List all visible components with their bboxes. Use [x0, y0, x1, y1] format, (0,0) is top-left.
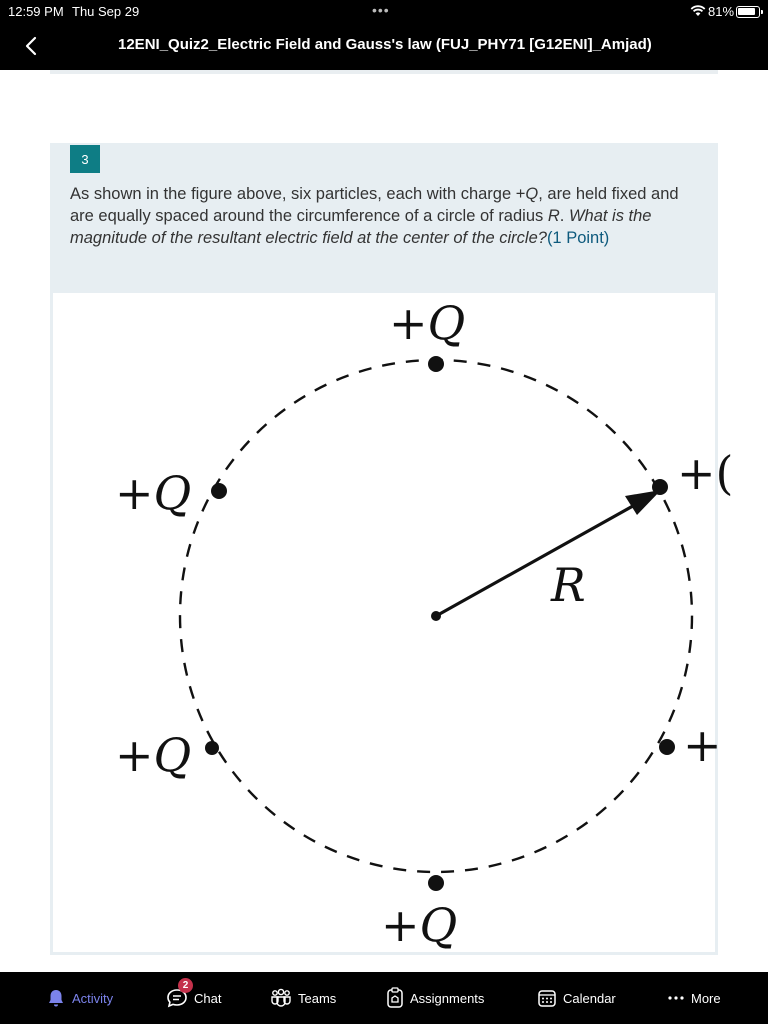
question-text-part: , are held fixed and are equally spaced around the circumference of a circle of radius [70, 185, 679, 225]
battery-percent: 81% [708, 4, 735, 19]
divider [50, 70, 718, 74]
wifi-icon [690, 5, 706, 17]
tab-activity[interactable] [46, 984, 113, 1012]
tab-teams[interactable] [270, 984, 336, 1012]
question-figure [53, 293, 734, 952]
tab-assignments[interactable] [386, 984, 484, 1012]
charge-label-lower-left: +Q [115, 728, 192, 782]
bell-icon [46, 988, 66, 1008]
tab-more[interactable] [667, 984, 721, 1012]
question-text-italic: What is the magnitude of the resultant electric field at the center of the circle? [70, 207, 652, 247]
charge-dot-lower-left [205, 741, 219, 755]
status-time: 12:59 PM [8, 4, 64, 19]
charge-dot-upper-left [211, 483, 227, 499]
calendar-icon [537, 988, 557, 1008]
center-point [431, 611, 441, 621]
tab-label: Activity [72, 990, 114, 1006]
charge-circle-diagram [53, 293, 734, 952]
charge-dot-lower-right [659, 739, 675, 755]
charge-label-upper-right: +( [677, 446, 734, 500]
radius-line [436, 497, 649, 616]
back-chevron-icon[interactable] [20, 32, 44, 60]
teams-icon [270, 988, 292, 1008]
charge-label-lower-right: + [683, 718, 722, 772]
page-title: 12ENI_Quiz2_Electric Field and Gauss's law (FUJ_PHY71 [G12ENI]_Amjad) [118, 36, 652, 53]
radius-label: R [551, 558, 586, 612]
question-number: 3 [70, 145, 100, 173]
question-text-part: As shown in the figure above, six particles, each with charge + [70, 185, 526, 203]
radius-arrowhead [625, 490, 661, 515]
more-dots-icon [667, 988, 685, 1008]
assignments-icon [386, 987, 404, 1009]
question-card [50, 143, 734, 955]
battery-icon [736, 6, 760, 18]
charge-label-upper-left: +Q [115, 466, 192, 520]
question-text-part: . [559, 207, 569, 225]
question-points: (1 Point) [546, 229, 610, 247]
tab-calendar[interactable] [537, 984, 616, 1012]
question-text-part: Q [525, 185, 539, 203]
charge-label-bottom: +Q [381, 898, 458, 952]
question-text [70, 183, 706, 249]
tab-chat[interactable] [166, 980, 222, 1012]
tab-bar [0, 972, 768, 1024]
question-text-part: R [547, 207, 560, 225]
charge-dot-bottom [428, 875, 444, 891]
chat-unread-badge: 2 [178, 978, 193, 993]
tab-label: Teams [298, 990, 337, 1006]
charge-dot-upper-right [652, 479, 668, 495]
tab-label: More [691, 990, 721, 1006]
nav-bar [0, 24, 768, 70]
tab-label: Chat [194, 990, 222, 1006]
status-date: Thu Sep 29 [72, 4, 140, 19]
tab-label: Calendar [563, 990, 616, 1006]
tab-label: Assignments [410, 990, 485, 1006]
charge-label-top: +Q [389, 296, 466, 350]
status-bar [0, 0, 768, 24]
charge-dot-top [428, 356, 444, 372]
multitasking-dots[interactable]: ••• [372, 2, 390, 18]
